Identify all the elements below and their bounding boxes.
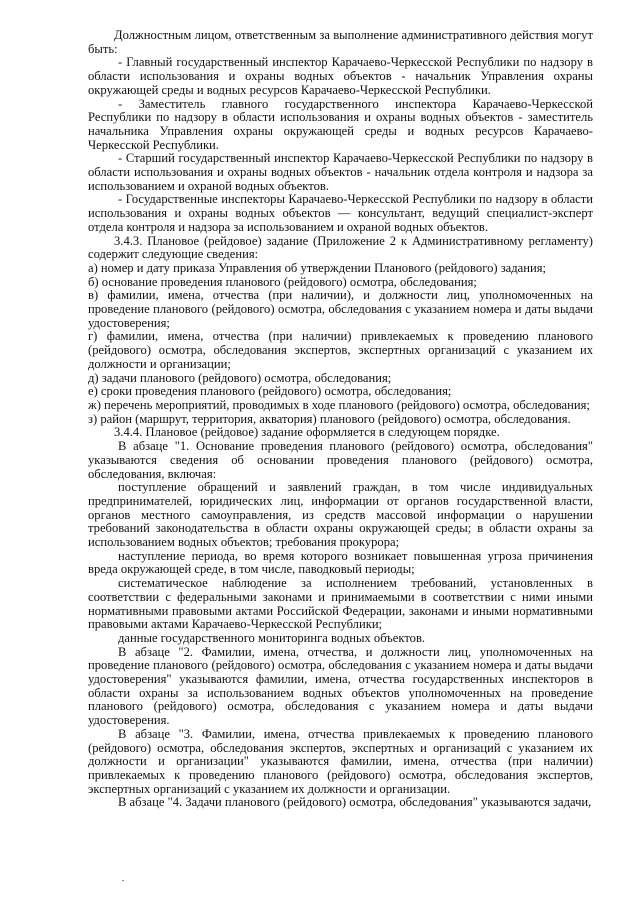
- paragraph: ж) перечень мероприятий, проводимых в ходе планового (рейдового) осмотра, обследования;: [88, 397, 590, 412]
- paragraph: В абзаце "3. Фамилии, имена, отчества привлекаемых к проведению планового (рейдового) осмотра, обследования экспертов, экспертных и организаций с указанием их должности и организации" указываются фамилии, имена, отчества (при наличии) привлекаемых к проведению планового (рейдового) осмотра, обследования экспертов, экспертных организаций с указанием их должности и организации.: [88, 726, 593, 796]
- paragraph: в) фамилии, имена, отчества (при наличии), и должности лиц, уполномоченных на проведение планового (рейдового) осмотра, обследования с указанием номера и даты выдачи удостоверения;: [88, 288, 593, 330]
- paragraph: - Главный государственный инспектор Карачаево-Черкесской Республики по надзору в области использования и охраны водных объектов - начальник Управления охраны окружающей среды и водных ресурсов Карачаево-Черкесской Республики.: [88, 55, 593, 97]
- paragraph: 3.4.4. Плановое (рейдовое) задание оформляется в следующем порядке.: [114, 425, 500, 440]
- paragraph: Должностным лицом, ответственным за выполнение административного действия могут быть:: [88, 28, 593, 56]
- paragraph: е) сроки проведения планового (рейдового) осмотра, обследования;: [88, 384, 452, 399]
- paragraph: а) номер и дату приказа Управления об утверждении Планового (рейдового) задания;: [88, 260, 547, 275]
- paragraph: б) основание проведения планового (рейдового) осмотра, обследования;: [88, 274, 477, 289]
- paragraph: - Старший государственный инспектор Карачаево-Черкесской Республики по надзору в области использования и охраны водных объектов - начальник отдела контроля и надзора за использованием и охраной водных объектов.: [88, 151, 593, 193]
- paragraph: г) фамилии, имена, отчества (при наличии) привлекаемых к проведению планового (рейдового) осмотра, обследования экспертов, экспертных организаций с указанием их должности и организации;: [88, 329, 593, 371]
- paragraph: поступление обращений и заявлений граждан, в том числе индивидуальных предпринимателей, юридических лиц, информации от органов государственной власти, органов местного самоуправления, из средств массовой информации о нарушении требований законодательства в области охраны окружающей среды; в области охраны за использованием водных объектов; требования прокурора;: [88, 480, 593, 550]
- paragraph: - Заместитель главного государственного инспектора Карачаево-Черкесской Республики по надзору в области использования и охраны водных объектов - заместитель начальника Управления охраны окружающей среды и водных ресурсов Карачаево-Черкесской Республики.: [88, 96, 593, 152]
- scan-speck: [122, 880, 124, 881]
- paragraph: данные государственного мониторинга водных объектов.: [118, 630, 426, 645]
- paragraph: 3.4.3. Плановое (рейдовое) задание (Приложение 2 к Административному регламенту) содержит следующие сведения:: [88, 233, 593, 262]
- paragraph: В абзаце "1. Основание проведения планового (рейдового) осмотра, обследования" указываются сведения об основании проведения планового (рейдового) осмотра, обследования, включая:: [88, 439, 593, 481]
- paragraph: В абзаце "2. Фамилии, имена, отчества, и должности лиц, уполномоченных на проведение планового (рейдового) осмотра, обследования с указанием номера и даты выдачи удостоверения" указываются фамилии, имена, отчества государственных инспекторов в области охраны за использованием водных объектов уполномоченных на проведение планового (рейдового) осмотра, обследования с указанием номера и даты выдачи удостоверения.: [88, 644, 593, 728]
- paragraph: В абзаце "4. Задачи планового (рейдового) осмотра, обследования" указываются задачи,: [118, 795, 592, 810]
- paragraph: з) район (маршрут, территория, акватория) планового (рейдового) осмотра, обследования.: [88, 411, 571, 426]
- paragraph: - Государственные инспекторы Карачаево-Черкесской Республики по надзору в области использования и охраны водных объектов — консультант, ведущий специалист-эксперт отдела контроля и надзора за использованием и охраной водных объектов.: [88, 192, 593, 234]
- paragraph: д) задачи планового (рейдового) осмотра, обследования;: [88, 370, 392, 385]
- paragraph: систематическое наблюдение за исполнением требований, установленных в соответствии с федеральными законами и принимаемыми в соответствии с ними иными нормативными правовыми актами Российской Федерации, законами и иными нормативными правовыми актами Карачаево-Черкесской Республики;: [88, 576, 593, 632]
- paragraph: наступление периода, во время которого возникает повышенная угроза причинения вреда окружающей среде, в том числе, паводковый периоды;: [88, 548, 593, 577]
- document-page: [88, 29, 593, 810]
